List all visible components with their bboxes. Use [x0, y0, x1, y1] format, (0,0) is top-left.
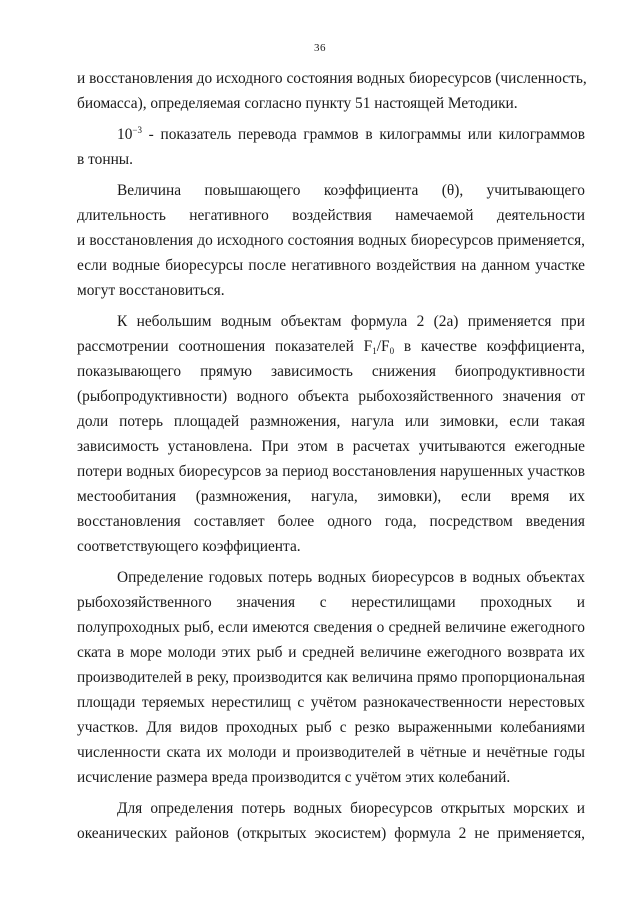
- power-exponent: −3: [132, 125, 142, 135]
- text-line: исчисление размера вреда производится с учётом этих колебаний.: [77, 769, 511, 786]
- text-line: участков. Для видов проходных рыб с резко выраженными колебаниями: [77, 719, 585, 736]
- text-line: местообитания (размножения, нагула, зимовки), если время их: [77, 488, 585, 505]
- text-line: (рыбопродуктивности) водного объекта рыбохозяйственного значения от: [77, 388, 585, 405]
- text-line: Определение годовых потерь водных биоресурсов в водных объектах: [117, 569, 585, 586]
- text-line: показывающего прямую зависимость снижения биопродуктивности: [77, 363, 585, 380]
- text-line: если водные биоресурсы после негативного воздействия на данном участке: [77, 257, 585, 274]
- text-line-with-ratio: [77, 334, 585, 359]
- subscript-1: 1: [372, 346, 377, 356]
- text-line: могут восстановиться.: [77, 282, 225, 299]
- text-line: зависимость установлена. При этом в расчетах учитываются ежегодные: [77, 438, 585, 455]
- document-body: [77, 66, 585, 846]
- text-line: полупроходных рыб, если имеются сведения о средней величине ежегодного: [77, 619, 585, 636]
- text-line: численности ската их молоди и производителей в чётные и нечётные годы: [77, 744, 585, 761]
- text-line-with-exponent: [77, 122, 585, 147]
- text-line: Величина повышающего коэффициента (θ), учитывающего: [117, 182, 585, 199]
- text-line: длительность негативного воздействия намечаемой деятельности: [77, 207, 585, 224]
- text-fragment: рассмотрении соотношения показателей F: [77, 338, 373, 355]
- text-line: площади теряемых нерестилищ с учётом разнокачественности нерестовых: [77, 694, 585, 711]
- text-line: и восстановления до исходного состояния водных биоресурсов применяется,: [77, 232, 585, 249]
- power-base: 10: [117, 126, 133, 143]
- page-number: 36: [314, 42, 326, 54]
- text-line: в тонны.: [77, 151, 133, 168]
- text-line: океанических районов (открытых экосистем) формула 2 не применяется,: [77, 825, 585, 842]
- text-line: соответствующего коэффициента.: [77, 538, 301, 555]
- subscript-0: 0: [389, 346, 395, 356]
- text-line: ската в море молоди этих рыб и средней величине ежегодного возврата их: [77, 644, 585, 661]
- text-line: рыбохозяйственного значения с нерестилищами проходных и: [77, 594, 585, 611]
- text-line: доли потерь площадей размножения, нагула или зимовки, если такая: [77, 413, 585, 430]
- text-line: К небольшим водным объектам формула 2 (2а) применяется при: [117, 313, 585, 330]
- text-line: и восстановления до исходного состояния водных биоресурсов (численность,: [77, 70, 587, 87]
- text-fragment: в качестве коэффициента,: [394, 338, 585, 355]
- text-line: производителей в реку, производится как величина прямо пропорциональная: [77, 669, 585, 686]
- text-line: восстановления составляет более одного года, посредством введения: [77, 513, 585, 530]
- text-fragment: - показатель перевода граммов в килограммы или килограммов: [141, 126, 585, 143]
- text-line: потери водных биоресурсов за период восстановления нарушенных участков: [77, 463, 585, 480]
- text-line: Для определения потерь водных биоресурсов открытых морских и: [117, 800, 585, 817]
- ratio-slash: /F: [376, 338, 390, 355]
- text-line: биомасса), определяемая согласно пункту 51 настоящей Методики.: [77, 95, 518, 112]
